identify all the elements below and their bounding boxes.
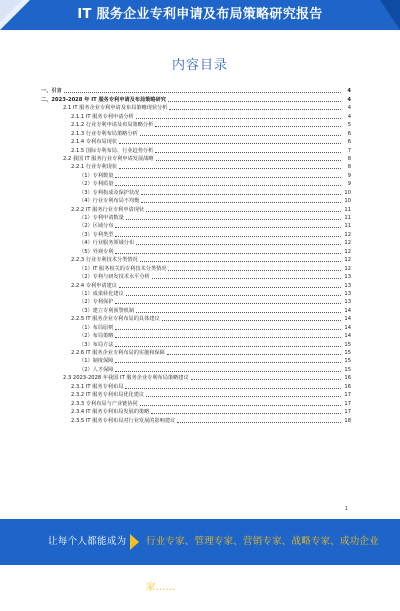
toc-entry-page: 15 xyxy=(344,350,351,356)
footer-slogan-right: 行业专家、管理专家、营销专家、战略专家、成功企业家…… xyxy=(146,536,379,593)
toc-entry-title: （4）行业服务领域分布 xyxy=(79,240,135,247)
toc-entry-page: 6 xyxy=(347,130,351,137)
toc-entry-title: 二、2023-2028 年 IT 服务专利申请及布局策略研究 xyxy=(41,96,166,103)
toc-entry[interactable] xyxy=(33,398,351,406)
toc-entry-title: （4）行业专利布局不均衡 xyxy=(79,198,140,205)
toc-entry[interactable] xyxy=(33,415,351,423)
toc-leader-dots xyxy=(115,185,341,186)
toc-entry[interactable] xyxy=(33,280,351,288)
toc-entry[interactable] xyxy=(33,348,351,356)
toc-entry[interactable] xyxy=(33,111,351,119)
toc-entry-title: （2）区域分布 xyxy=(79,223,114,230)
toc-heading: 内容目录 xyxy=(171,58,228,73)
toc-leader-dots xyxy=(169,109,341,110)
toc-leader-dots xyxy=(126,219,341,220)
toc-entry[interactable] xyxy=(33,381,351,389)
toc-entry-page: 9 xyxy=(347,181,351,188)
document-title: IT 服务企业专利申请及布局策略研究报告 xyxy=(77,7,323,22)
toc-entry[interactable] xyxy=(33,137,351,145)
toc-entry[interactable] xyxy=(33,263,351,271)
toc-entry[interactable] xyxy=(33,407,351,415)
toc-leader-dots xyxy=(115,371,341,372)
toc-leader-dots xyxy=(115,303,341,304)
toc-entry[interactable] xyxy=(33,103,351,111)
toc-entry[interactable] xyxy=(33,120,351,128)
toc-entry[interactable] xyxy=(33,221,351,229)
toc-entry-title: （3）专利类型 xyxy=(79,231,114,238)
toc-leader-dots xyxy=(155,152,341,153)
toc-entry-page: 11 xyxy=(344,206,351,213)
toc-entry-page: 12 xyxy=(344,257,351,264)
toc-leader-dots xyxy=(115,253,341,254)
toc-entry[interactable] xyxy=(33,128,351,136)
toc-entry-page: 12 xyxy=(344,248,351,255)
toc-entry-title: 2.2.5 IT 服务企业专利布局的具体建议 xyxy=(71,316,160,323)
toc-entry-page: 17 xyxy=(344,400,351,407)
toc-entry[interactable] xyxy=(33,196,351,204)
toc-entry-page: 15 xyxy=(344,366,351,373)
toc-entry-title: 2.2.1 行业专利现状 xyxy=(71,164,117,171)
toc-entry-title: （1）专利申请数量 xyxy=(79,215,124,221)
toc-entry-page: 14 xyxy=(344,316,351,323)
toc-entry-title: 2.1 IT 服务企业专利申请及布局策略现状分析 xyxy=(63,105,168,112)
toc-entry[interactable] xyxy=(33,289,351,297)
toc-leader-dots xyxy=(162,320,341,321)
toc-entry-title: 一、引言 xyxy=(41,88,62,95)
toc-entry-title: （2）人才保障 xyxy=(79,366,114,373)
toc-entry[interactable] xyxy=(33,154,351,162)
toc-entry-page: 12 xyxy=(344,265,351,272)
toc-entry[interactable] xyxy=(33,94,351,102)
toc-leader-dots xyxy=(167,354,341,355)
toc-entry-page: 13 xyxy=(344,282,351,289)
toc-entry[interactable] xyxy=(33,179,351,187)
toc-entry[interactable] xyxy=(33,86,351,94)
toc-entry[interactable] xyxy=(33,145,351,153)
toc-entry-page: 13 xyxy=(344,290,351,297)
toc-entry-title: 2.1.1 IT 服务专利申请分析 xyxy=(71,113,134,120)
toc-leader-dots xyxy=(119,168,341,169)
toc-entry-title: （1）专利数量 xyxy=(79,172,114,179)
toc-entry-title: （2）布局策略 xyxy=(79,333,114,340)
toc-entry-page: 10 xyxy=(344,198,351,205)
toc-entry-page: 7 xyxy=(347,147,351,154)
toc-entry-title: 2.2.4 专利申请建议 xyxy=(71,282,117,289)
toc-entry[interactable] xyxy=(33,339,351,347)
toc-entry-title: （3）专利构成及保护状况 xyxy=(79,189,140,196)
toc-entry-title: （2）专利保护 xyxy=(79,299,114,306)
toc-leader-dots xyxy=(152,278,341,279)
toc-entry-title: （3）建立专利预警机制 xyxy=(79,307,135,314)
page-number: 1 xyxy=(344,506,348,512)
toc-entry[interactable] xyxy=(33,373,351,381)
toc-entry-page: 4 xyxy=(347,105,351,112)
toc-entry[interactable] xyxy=(33,255,351,263)
toc-leader-dots xyxy=(115,329,341,330)
toc-entry-title: 2.3.1 IT 服务专利布局 xyxy=(71,383,124,390)
toc-entry-page: 18 xyxy=(344,417,351,424)
toc-entry-page: 6 xyxy=(347,139,351,146)
toc-entry-page: 14 xyxy=(344,324,351,331)
toc-entry-page: 5 xyxy=(347,122,351,129)
toc-leader-dots xyxy=(115,236,341,237)
toc-entry-page: 9 xyxy=(347,172,351,179)
toc-entry[interactable] xyxy=(33,364,351,372)
toc-leader-dots xyxy=(115,177,341,178)
toc-entry-title: 2.1.4 专利布局现状 xyxy=(71,139,117,146)
toc-leader-dots xyxy=(155,126,341,127)
toc-entry-title: 2.3.4 IT 服务专利布局发展的策略 xyxy=(71,409,150,416)
toc-entry-title: 2.3.5 IT 服务专利布局对行业发展的影响建议 xyxy=(71,417,176,424)
toc-leader-dots xyxy=(177,422,341,423)
toc-entry-page: 15 xyxy=(344,358,351,365)
toc-entry-title: （1）成果转化建议 xyxy=(79,290,124,297)
toc-leader-dots xyxy=(146,211,341,212)
toc-entry-title: （1）IT 服务相关的专利技术分类情况 xyxy=(79,265,167,272)
toc-leader-dots xyxy=(115,337,341,338)
toc-leader-dots xyxy=(141,194,341,195)
toc-leader-dots xyxy=(156,160,341,161)
toc-leader-dots xyxy=(151,413,341,414)
toc-entry-page: 14 xyxy=(344,333,351,340)
toc-entry[interactable] xyxy=(33,272,351,280)
toc-entry[interactable] xyxy=(33,297,351,305)
toc-entry[interactable] xyxy=(33,356,351,364)
toc-entry[interactable] xyxy=(33,229,351,237)
toc-leader-dots xyxy=(126,295,341,296)
toc-leader-dots xyxy=(136,118,341,119)
toc-entry-page: 16 xyxy=(344,375,351,382)
toc-entry-page: 15 xyxy=(344,341,351,348)
toc-entry[interactable] xyxy=(33,170,351,178)
toc-leader-dots xyxy=(140,405,341,406)
toc-entry-page: 11 xyxy=(344,215,351,221)
toc-leader-dots xyxy=(119,143,341,144)
toc-entry[interactable] xyxy=(33,162,351,170)
footer-arrow-icon xyxy=(130,534,139,550)
toc-entry-title: （5）外观专利 xyxy=(79,248,114,255)
toc-entry-page: 4 xyxy=(347,96,351,103)
toc-entry[interactable] xyxy=(33,204,351,212)
toc-entry-title: 2.2 我国 IT 服务行业专利申请发展战略 xyxy=(63,155,154,162)
footer-slogan-left: 让每个人都能成为 xyxy=(48,536,127,547)
toc-entry-page: 13 xyxy=(344,274,351,281)
toc-entry[interactable] xyxy=(33,187,351,195)
toc-entry-page: 17 xyxy=(344,409,351,416)
toc-entry-page: 13 xyxy=(344,299,351,306)
toc-entry-page: 11 xyxy=(344,223,351,230)
toc-entry-page: 14 xyxy=(344,307,351,314)
toc-leader-dots xyxy=(119,287,341,288)
toc-leader-dots xyxy=(191,379,341,380)
toc-entry[interactable] xyxy=(33,390,351,398)
toc-entry-title: 2.2.6 IT 服务企业专利布局的实施和保障 xyxy=(71,350,165,356)
toc-entry-page: 16 xyxy=(344,383,351,390)
toc-entry-title: （2）专利质量 xyxy=(79,181,114,188)
toc-entry-page: 10 xyxy=(344,189,351,196)
toc-entry-title: 2.2.2 IT 服务行业专利申请现状 xyxy=(71,206,145,213)
toc-entry-title: 2.3.2 IT 服务专利布局优化建议 xyxy=(71,392,145,399)
toc-entry-page: 17 xyxy=(344,392,351,399)
toc-entry[interactable] xyxy=(33,238,351,246)
toc-leader-dots xyxy=(64,92,341,93)
toc-leader-dots xyxy=(115,346,341,347)
toc-entry-page: 4 xyxy=(347,113,351,120)
toc-leader-dots xyxy=(146,396,341,397)
toc-entry[interactable] xyxy=(33,305,351,313)
toc-leader-dots xyxy=(140,261,341,262)
toc-entry-page: 8 xyxy=(347,164,351,171)
toc-entry-title: 2.1.2 行业专利申请及布局策略分析 xyxy=(71,122,154,129)
toc-entry-title: （2）专利与研发技术水平分析 xyxy=(79,274,150,281)
toc-leader-dots xyxy=(115,362,341,363)
toc-leader-dots xyxy=(168,270,341,271)
toc-entry-title: 2.3 2023-2028 年我国 IT 服务企业专利布局策略建议 xyxy=(63,375,189,382)
toc-entry[interactable] xyxy=(33,331,351,339)
toc-entry-title: 2.3.3 专利布局与产业链协同 xyxy=(71,400,138,407)
toc-entry[interactable] xyxy=(33,314,351,322)
toc-entry-page: 8 xyxy=(347,155,351,162)
toc-entry-title: （3）布局方法 xyxy=(79,341,114,348)
toc-leader-dots xyxy=(168,101,341,102)
toc-entry-page: 12 xyxy=(344,240,351,247)
toc-entry[interactable] xyxy=(33,322,351,330)
toc-entry-title: 2.2.3 行业专利技术分类情况 xyxy=(71,257,138,264)
toc-leader-dots xyxy=(140,135,341,136)
toc-entry-title: （1）制度保障 xyxy=(79,358,114,365)
toc-entry-page: 4 xyxy=(347,88,351,95)
toc-entry-page: 12 xyxy=(344,231,351,238)
toc-leader-dots xyxy=(115,227,341,228)
table-of-contents xyxy=(33,86,351,424)
toc-entry-title: 2.1.5 国际专利布局、行业趋势分析 xyxy=(71,147,154,154)
toc-leader-dots xyxy=(125,388,341,389)
toc-entry[interactable] xyxy=(33,246,351,254)
toc-leader-dots xyxy=(136,244,341,245)
toc-entry-title: （1）布局原则 xyxy=(79,324,114,331)
toc-entry[interactable] xyxy=(33,213,351,221)
toc-leader-dots xyxy=(136,312,341,313)
toc-leader-dots xyxy=(141,202,341,203)
toc-entry-title: 2.1.3 行业专利布局策略分析 xyxy=(71,130,138,137)
